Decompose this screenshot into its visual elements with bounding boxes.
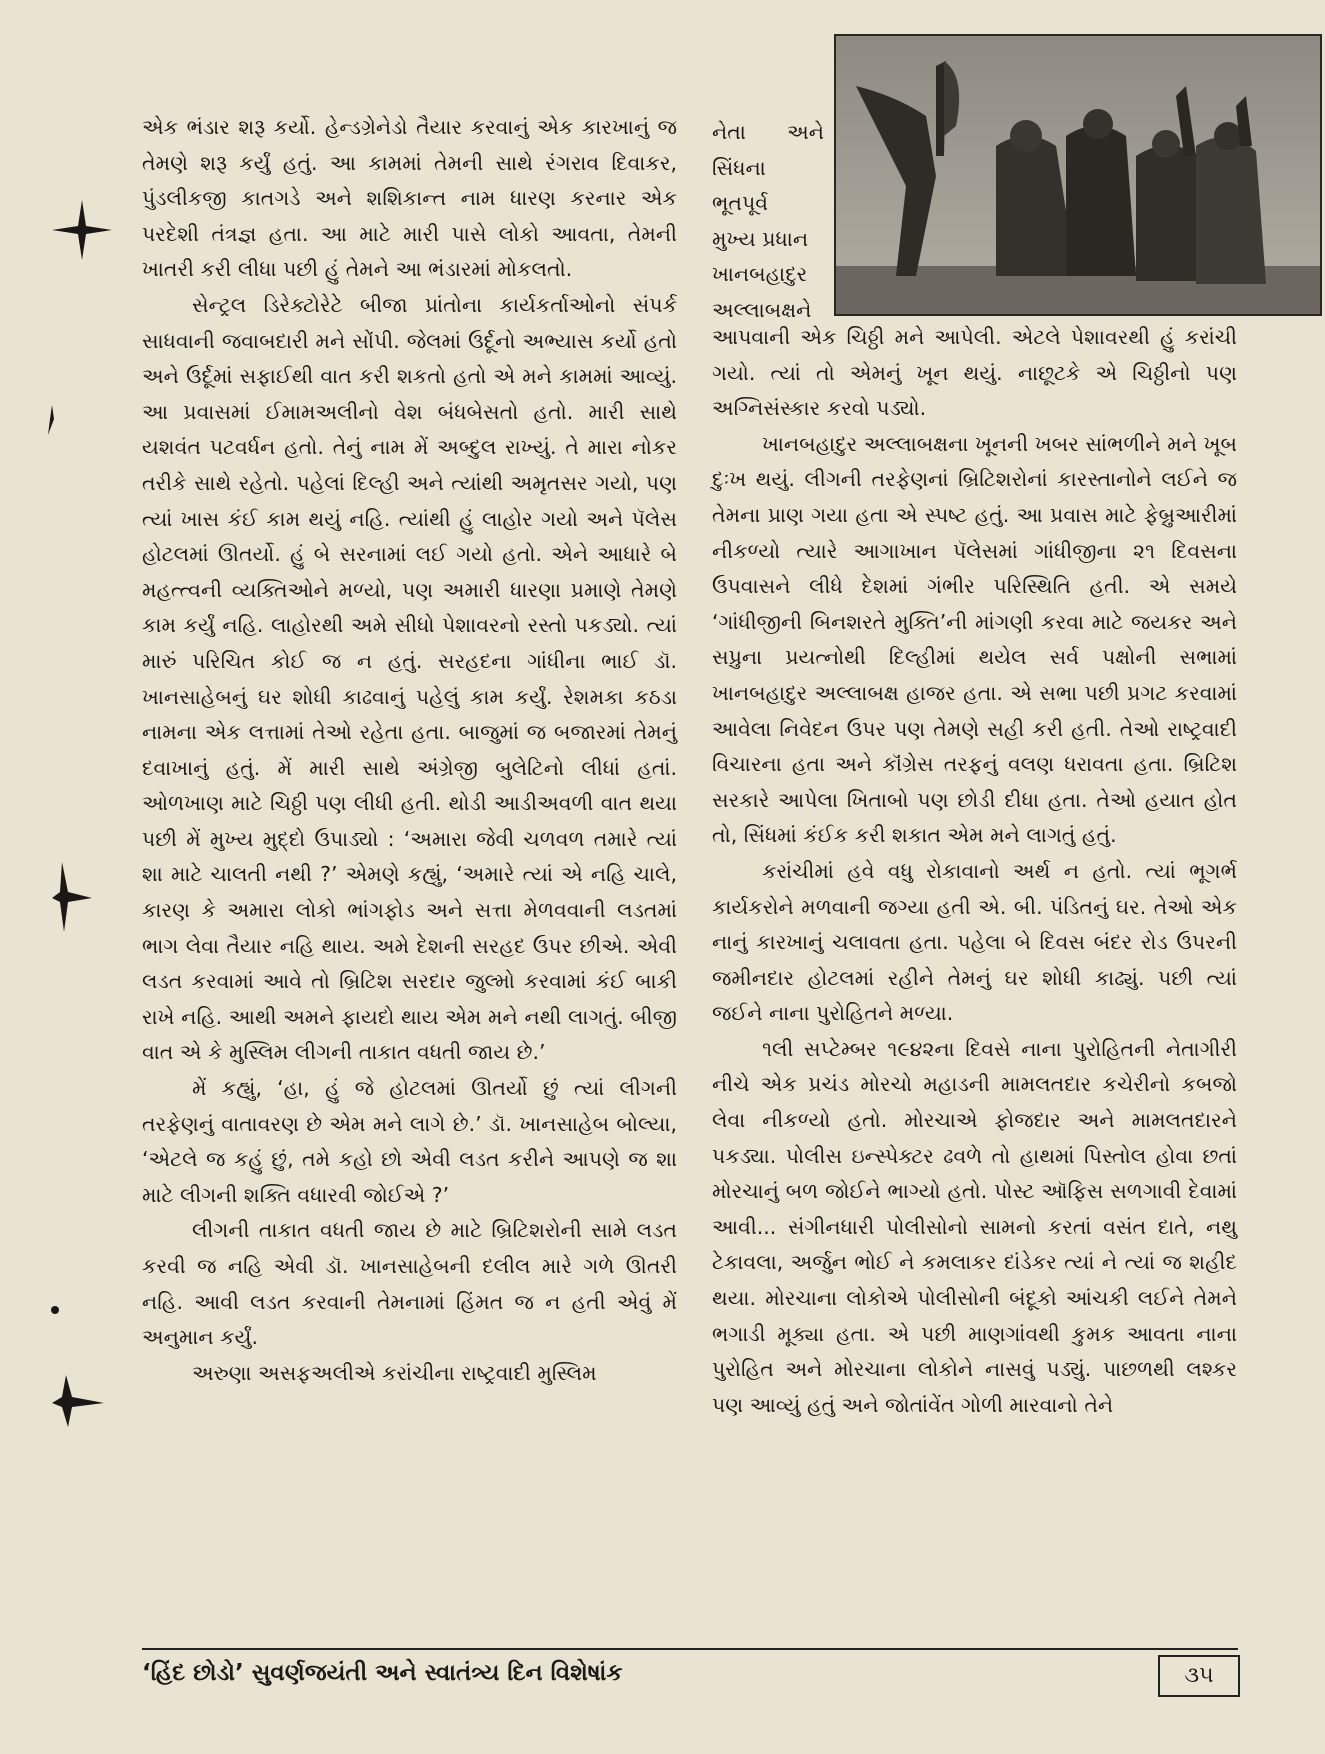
footer-title: ‘હિંદ છોડો’ સુવર્ણજયંતી અને સ્વાતંત્ર્ય દિન વિશેષાંક bbox=[142, 1660, 623, 1686]
caption-line: ખાનબહાદુર bbox=[712, 262, 808, 287]
caption-line: સિંધના bbox=[712, 155, 766, 180]
punch-mark-icon bbox=[52, 200, 112, 260]
paragraph: અરુણા અસફઅલીએ કરાંચીના રાષ્ટ્રવાદી મુસ્લિમ bbox=[192, 1360, 597, 1385]
photo-caption bbox=[712, 115, 824, 329]
paragraph: એક ભંડાર શરૂ કર્યો. હેન્ડગ્રેનેડો તૈયાર કરવાનું એક કારખાનું જ તેમણે શરૂ કર્યું હતું. આ કામમાં તેમની સાથે રંગરાવ દિવાકર, પુંડલીકજી કાતગડે અને શશિકાન્ત નામ ધારણ કરનાર એક પરદેશી તંત્રજ્ઞ હતા. આ માટે મારી પાસે લોકો આવતા, તેમની ખાતરી કરી લીધા પછી હું તેમને આ ભંડારમાં મોકલતો. bbox=[142, 115, 677, 282]
punch-mark-icon bbox=[52, 862, 92, 932]
right-column bbox=[712, 320, 1237, 1423]
caption-line: અલ્લાબક્ષને bbox=[712, 297, 812, 322]
paragraph: ૧લી સપ્ટેમ્બર ૧૯૪૨ના દિવસે નાના પુરોહિતની નેતાગીરી નીચે એક પ્રચંડ મોરચો મહાડની મામલતદાર કચેરીનો કબજો લેવા નીકળ્યો હતો. મોરચાએ ફોજદાર અને મામલતદારને પકડ્યા. પોલીસ ઇન્સ્પેક્ટર ઢવળે તો હાથમાં પિસ્તોલ હોવા છતાં મોરચાનું બળ જોઈને ભાગ્યો હતો. પોસ્ટ ઑફિસ સળગાવી દેવામાં આવી... સંગીનધારી પોલીસોનો સામનો કરતાં વસંત દાતે, નથુ ટેકાવલા, અર્જુન ભોઈ ને કમલાકર દાંડેકર ત્યાં ને ત્યાં જ શહીદ થયા. મોરચાના લોકોએ પોલીસોની બંદૂકો આંચકી લઈને તેમને ભગાડી મૂક્યા હતા. એ પછી માણગાંવથી કુમક આવતા નાના પુરોહિત અને મોરચાના લોકોને નાસવું પડ્યું. પાછળથી લશ્કર પણ આવ્યું હતું અને જોતાંવેંત ગોળી મારવાનો તેને bbox=[712, 1036, 1237, 1417]
left-column bbox=[142, 110, 677, 1391]
footer-divider bbox=[142, 1648, 1238, 1650]
caption-line: ભૂતપૂર્વ bbox=[712, 191, 769, 216]
punch-mark-icon bbox=[50, 1305, 60, 1315]
caption-line: નેતા અને bbox=[712, 120, 824, 144]
statue-photo bbox=[834, 34, 1322, 316]
statue-figures-icon bbox=[836, 36, 1320, 314]
punch-mark-icon bbox=[44, 405, 58, 435]
paragraph: લીગની તાકાત વધતી જાય છે માટે બ્રિટિશરોની સામે લડત કરવી જ નહિ એવી ડૉ. ખાનસાહેબની દલીલ મારે ગળે ઊતરી નહિ. આવી લડત કરવાની તેમનામાં હિંમત જ ન હતી એવું મેં અનુમાન કર્યું. bbox=[142, 1218, 677, 1350]
paragraph: મેં કહ્યું, ‘હા, હું જે હોટલમાં ઊતર્યો છું ત્યાં લીગની તરફેણનું વાતાવરણ છે એમ મને લાગે છે.’ ડૉ. ખાનસાહેબ બોલ્યા, ‘એટલે જ કહું છું, તમે કહો છો એવી લડત કરીને આપણે જ શા માટે લીગની શક્તિ વધારવી જોઈએ ?’ bbox=[142, 1076, 677, 1207]
caption-line: મુખ્ય પ્રધાન bbox=[712, 226, 809, 251]
paragraph: સેન્ટ્રલ ડિરેક્ટોરેટે બીજા પ્રાંતોના કાર્યકર્તાઓનો સંપર્ક સાધવાની જવાબદારી મને સોંપી. જેલમાં ઉર્દૂનો અભ્યાસ કર્યો હતો અને ઉર્દૂમાં સફાઈથી વાત કરી શકતો હતો એ મને કામમાં આવ્યું. આ પ્રવાસમાં ઈમામઅલીનો વેશ બંધબેસતો હતો. મારી સાથે યશવંત પટવર્ધન હતો. તેનું નામ મેં અબ્દુલ રાખ્યું. તે મારા નોકર તરીકે સાથે રહેતો. પહેલાં દિલ્હી અને ત્યાંથી અમૃતસર ગયો, પણ ત્યાં ખાસ કંઈ કામ થયું નહિ. ત્યાંથી હું લાહોર ગયો અને પૅલેસ હોટલમાં ઊતર્યો. હું બે સરનામાં લઈ ગયો હતો. એને આધારે બે મહત્ત્વની વ્યક્તિઓને મળ્યો, પણ અમારી ધારણા પ્રમાણે તેમણે કામ કર્યું નહિ. લાહોરથી અમે સીધો પેશાવરનો રસ્તો પકડ્યો. ત્યાં મારું પરિચિત કોઈ જ ન હતું. સરહદના ગાંધીના ભાઈ ડૉ. ખાનસાહેબનું ઘર શોધી કાઢવાનું પહેલું કામ કર્યું. રેશમકા કઠડા નામના એક લત્તામાં તેઓ રહેતા હતા. બાજુમાં જ બજારમાં તેમનું દવાખાનું હતું. મેં મારી સાથે અંગ્રેજી બુલેટિનો લીધાં હતાં. ઓળખાણ માટે ચિઠ્ઠી પણ લીધી હતી. થોડી આડીઅવળી વાત થયા પછી મેં મુખ્ય મુદ્દો ઉપાડ્યો : ‘અમારા જેવી ચળવળ તમારે ત્યાં શા માટે ચાલતી નથી ?’ એમણે કહ્યું, ‘અમારે ત્યાં એ નહિ ચાલે, કારણ કે અમારા લોકો ભાંગફોડ અને સત્તા મેળવવાની લડતમાં ભાગ લેવા તૈયાર નહિ થાય. અમે દેશની સરહદ ઉપર છીએ. એવી લડત કરવામાં આવે તો બ્રિટિશ સરદાર જુલ્મો કરવામાં કંઈ બાકી રાખે નહિ. આથી અમને ફાયદો થાય એમ મને નથી લાગતું. બીજી વાત એ કે મુસ્લિમ લીગની તાકાત વધતી જાય છે.’ bbox=[142, 292, 677, 1065]
paragraph: આપવાની એક ચિઠ્ઠી મને આપેલી. એટલે પેશાવરથી હું કરાંચી ગયો. ત્યાં તો એમનું ખૂન થયું. નાછૂટકે એ ચિઠ્ઠીનો પણ અગ્નિસંસ્કાર કરવો પડ્યો. bbox=[712, 325, 1237, 421]
punch-mark-icon bbox=[52, 1375, 104, 1427]
paragraph: કરાંચીમાં હવે વધુ રોકાવાનો અર્થ ન હતો. ત્યાં ભૂગર્ભ કાર્યકરોને મળવાની જગ્યા હતી એ. બી. પંડિતનું ઘર. તેઓ એક નાનું કારખાનું ચલાવતા હતા. પહેલા બે દિવસ બંદર રોડ ઉપરની જમીનદાર હોટલમાં રહીને તેમનું ઘર શોધી કાઢ્યું. પછી ત્યાં જઈને નાના પુરોહિતને મળ્યા. bbox=[712, 858, 1237, 1026]
page-number: ૩૫ bbox=[1158, 1655, 1240, 1697]
paragraph: ખાનબહાદુર અલ્લાબક્ષના ખૂનની ખબર સાંભળીને મને ખૂબ દુઃખ થયું. લીગની તરફેણનાં બ્રિટિશરોનાં કારસ્તાનોને લઈને જ તેમના પ્રાણ ગયા હતા એ સ્પષ્ટ હતું. આ પ્રવાસ માટે ફેબ્રુઆરીમાં નીકળ્યો ત્યારે આગાખાન પૅલેસમાં ગાંધીજીના ૨૧ દિવસના ઉપવાસને લીધે દેશમાં ગંભીર પરિસ્થિતિ હતી. એ સમયે ‘ગાંધીજીની બિનશરતે મુક્તિ’ની માંગણી કરવા માટે જયકર અને સપ્રુના પ્રયત્નોથી દિલ્હીમાં થયેલ સર્વ પક્ષોની સભામાં ખાનબહાદુર અલ્લાબક્ષ હાજર હતા. એ સભા પછી પ્રગટ કરવામાં આવેલા નિવેદન ઉપર પણ તેમણે સહી કરી હતી. તેઓ રાષ્ટ્રવાદી વિચારના હતા અને કૉંગ્રેસ તરફનું વલણ ધરાવતા હતા. બ્રિટિશ સરકારે આપેલા ખિતાબો પણ છોડી દીધા હતા. તેઓ હયાત હોત તો, સિંધમાં કંઈક કરી શકાત એમ મને લાગતું હતું. bbox=[712, 431, 1237, 848]
